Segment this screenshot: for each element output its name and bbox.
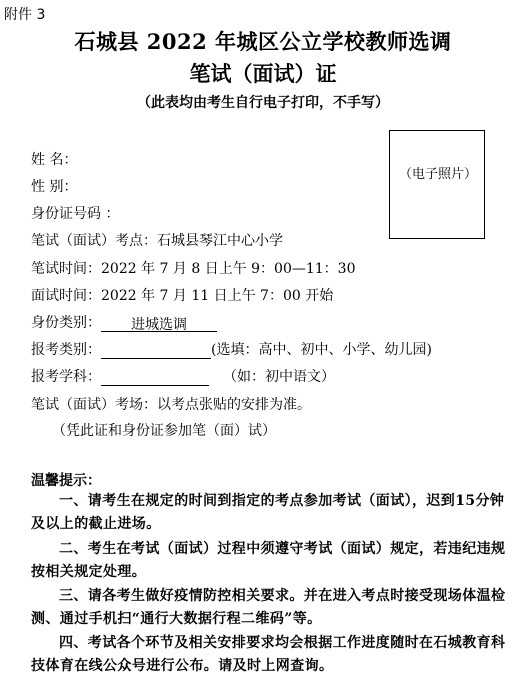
notes-title: 温馨提示： xyxy=(31,473,101,489)
identity-type-value: 进城选调 xyxy=(101,314,217,332)
identity-type-row xyxy=(31,312,217,332)
photo-box xyxy=(389,130,485,239)
note-item: 一、请考生在规定的时间到指定的考点参加考试（面试），迟到15分钟及以上的截止进场。 xyxy=(31,493,505,532)
apply-subject-label: 报考学科： xyxy=(31,369,101,385)
note-item: 三、请各考生做好疫情防控相关要求。并在进入考点时接受现场体温检测、通过手机扫“通行大数据行程二维码”等。 xyxy=(31,588,506,627)
photo-label: （电子照片） xyxy=(398,167,477,182)
document-title: 石城县 2022 年城区公立学校教师选调 xyxy=(74,29,452,54)
identity-type-label: 身份类别： xyxy=(31,315,101,331)
id-number-field: 身份证号码 ： xyxy=(31,206,120,222)
document-title-line2: 笔试（面试）证 xyxy=(189,61,337,86)
apply-subject-hint: （如：初中语文） xyxy=(223,369,335,385)
note-item: 四、考试各个环节及相关安排要求均会根据工作进度随时在石城教育科技体育在线公众号进行公布。请及时上网查询。 xyxy=(31,635,506,674)
apply-subject-row xyxy=(31,366,335,386)
gender-field: 性 别： xyxy=(31,179,78,195)
exam-room-field: 笔试（面试）考场：以考点张贴的安排为准。 xyxy=(31,397,311,413)
credential-note: （凭此证和身份证参加笔（面）试） xyxy=(52,423,276,439)
document-subtitle: （此表均由考生自行电子打印，不手写） xyxy=(137,95,389,111)
written-time-field: 笔试时间：2022 年 7 月 8 日上午 9：00—11：30 xyxy=(31,261,356,277)
apply-category-blank xyxy=(101,341,211,359)
apply-category-label: 报考类别： xyxy=(31,342,101,358)
interview-time-field: 面试时间：2022 年 7 月 11 日上午 7：00 开始 xyxy=(31,288,334,304)
note-item: 二、考生在考试（面试）过程中须遵守考试（面试）规定，若违纪违规按相关规定处理。 xyxy=(31,541,506,580)
apply-category-row xyxy=(31,339,432,359)
attachment-label: 附件 3 xyxy=(4,7,46,23)
apply-subject-blank xyxy=(101,368,209,386)
apply-category-hint: (选填：高中、初中、小学、幼儿园) xyxy=(211,342,432,358)
exam-site-field: 笔试（面试）考点：石城县琴江中心小学 xyxy=(31,233,283,249)
name-field: 姓 名： xyxy=(31,152,78,168)
